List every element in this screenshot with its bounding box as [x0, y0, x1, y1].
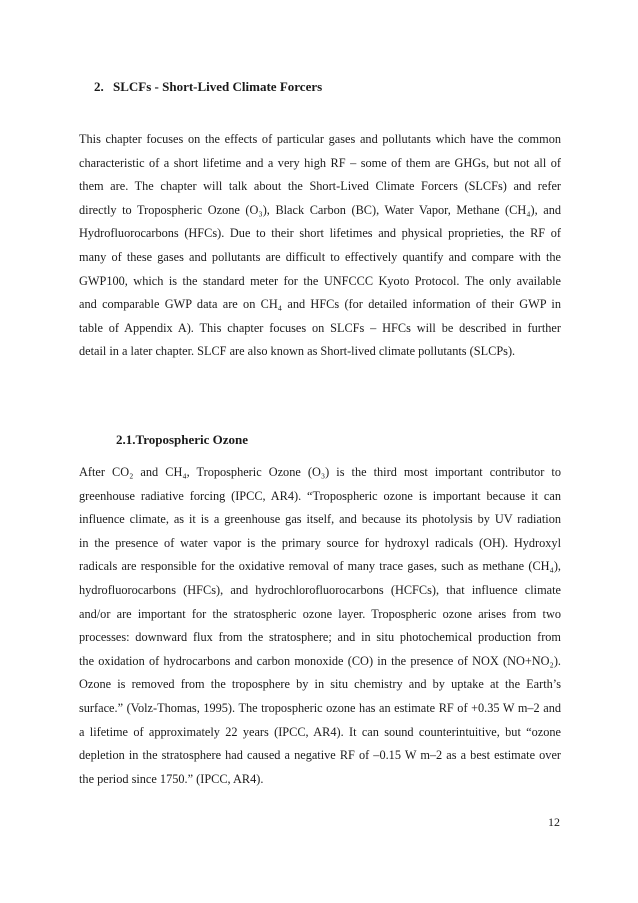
text-line: processes: downward flux from the stratosphere; and in situ photochemical production from: [79, 630, 561, 645]
text-line: detail in a later chapter. SLCF are also known as Short-lived climate pollutants (SLCPs).: [79, 344, 516, 359]
text-line: a lifetime of approximately 22 years (IPCC, AR4). It can sound counterintuitive, but “ozone: [79, 724, 561, 739]
section-title: SLCFs - Short-Lived Climate Forcers: [113, 79, 323, 94]
subsection-heading: 2.1.Tropospheric Ozone: [116, 432, 249, 447]
text-line: in the presence of water vapor is the primary source for hydroxyl radicals (OH). Hydroxyl: [79, 535, 561, 550]
section-heading: [94, 79, 322, 95]
text-line: hydrofluorocarbons (HFCs), and hydrochlorofluorocarbons (HCFCs), that influence climate: [79, 582, 561, 597]
section-number: 2.: [94, 79, 104, 94]
text-line: characteristic of a short lifetime and a very high RF – some of them are GHGs, but not all of: [79, 155, 561, 170]
text-line: Hydrofluorocarbons (HFCs). Due to their short lifetimes and physical proprieties, the RF of: [79, 226, 561, 241]
text-line: greenhouse radiative forcing (IPCC, AR4). “Tropospheric ozone is important because it can: [79, 488, 561, 503]
text-line: Ozone is removed from the troposphere by in situ chemistry and by uptake at the Earth’s: [79, 677, 561, 692]
text-line: depletion in the stratosphere had caused a negative RF of –0.15 W m–2 as a best estimate over: [79, 748, 561, 763]
text-line: the oxidation of hydrocarbons and carbon monoxide (CO) in the presence of NOX (NO+NO₂).: [79, 653, 561, 668]
text-line: influence climate, as it is a greenhouse gas itself, and because its photolysis by UV radiation: [79, 512, 561, 527]
ozone-paragraph: [79, 461, 561, 791]
text-line: surface.” (Volz-Thomas, 1995). The tropospheric ozone has an estimate RF of +0.35 W m–2 and: [79, 700, 561, 715]
text-line: and comparable GWP data are on CH₄ and HFCs (for detailed information of their GWP in: [79, 297, 561, 312]
text-line: After CO₂ and CH₄, Tropospheric Ozone (O₃) is the third most important contributor to: [79, 465, 561, 479]
text-line: them are. The chapter will talk about the Short-Lived Climate Forcers (SLCFs) and refer: [79, 179, 561, 194]
text-line: and/or are important for the stratospheric ozone layer. Tropospheric ozone arises from two: [79, 606, 561, 621]
text-line: radicals are responsible for the oxidative removal of many trace gases, such as methane (CH₄),: [79, 559, 561, 574]
text-line: This chapter focuses on the effects of particular gases and pollutants which have the common: [79, 132, 561, 146]
text-line: GWP100, which is the standard meter for the UNFCCC Kyoto Protocol. The only available: [79, 273, 561, 288]
text-line: directly to Tropospheric Ozone (O₃), Black Carbon (BC), Water Vapor, Methane (CH₄), and: [79, 202, 561, 217]
page-number: 12: [548, 815, 560, 829]
text-line: the period since 1750.” (IPCC, AR4).: [79, 771, 264, 786]
text-line: table of Appendix A). This chapter focuses on SLCFs – HFCs will be described in further: [79, 320, 561, 335]
text-line: many of these gases and pollutants are difficult to effectively quantify and compare with the: [79, 249, 561, 264]
intro-paragraph: [79, 128, 561, 364]
